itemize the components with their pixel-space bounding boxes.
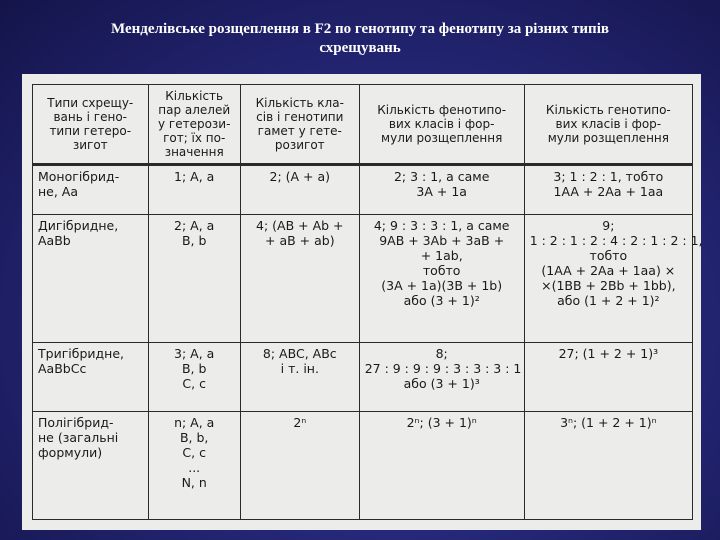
header-line: вих класів і фор- — [388, 117, 495, 131]
cell-line: 4; (AB + Ab + — [256, 218, 344, 234]
cell-line: + 1ab, — [420, 248, 463, 264]
header-line: гамет у гете- — [257, 124, 342, 138]
header-line: Кількість генотипо- — [545, 103, 671, 117]
cell-line: або (1 + 2 + 1)² — [557, 293, 660, 309]
table-body — [33, 165, 703, 520]
cell-line: 1AA + 2Aa + 1aa — [553, 184, 664, 199]
header-cross-type — [33, 85, 149, 165]
cell-line: ×(1BB + 2Bb + 1bb), — [541, 278, 676, 294]
header-line: Типи схрещу- — [47, 96, 134, 110]
header-line: гот; їх по- — [163, 131, 226, 145]
genotype-classes-cell — [524, 165, 692, 215]
cell-line: Тригібридне, — [38, 346, 124, 362]
cell-line: не (загальні — [38, 429, 119, 445]
cell-line: 2; (A + a) — [269, 169, 331, 184]
header-line: значення — [164, 145, 224, 159]
cell-line: тобто — [422, 263, 461, 279]
cell-line: 4; 9 : 3 : 3 : 1, а саме — [373, 218, 510, 234]
cell-line: 8; — [435, 346, 448, 362]
cell-line: формули) — [38, 444, 103, 460]
header-line: сів і генотипи — [256, 110, 344, 124]
phenotype-classes-cell — [359, 343, 524, 412]
table-row — [33, 411, 693, 519]
cell-line: AaBb — [38, 233, 71, 249]
cell-line: 2; A, a — [174, 218, 215, 234]
cell-line: 3ⁿ; (1 + 2 + 1)ⁿ — [560, 414, 657, 430]
cell-line: 3; A, a — [174, 346, 215, 362]
header-line: зигот — [72, 138, 108, 152]
header-phenotype-classes — [359, 85, 524, 165]
cell-line: або (3 + 1)² — [403, 293, 480, 309]
cell-line: тобто — [589, 248, 628, 264]
phenotype-classes-cell — [359, 411, 524, 519]
cell-line: B, b, — [179, 429, 209, 445]
cell-line: 2ⁿ — [293, 414, 307, 430]
allele-pairs-cell — [148, 411, 240, 519]
table-row — [33, 165, 693, 215]
header-line: вих класів і фор- — [555, 117, 662, 131]
cell-line: AaBbCc — [38, 361, 87, 377]
gamete-classes-cell — [240, 411, 359, 519]
cell-line: B, b — [181, 233, 207, 249]
allele-pairs-cell — [148, 343, 240, 412]
table-row — [33, 343, 693, 412]
phenotype-classes-cell — [359, 165, 524, 215]
cross-type-cell — [33, 165, 149, 215]
slide-title — [20, 20, 700, 58]
allele-pairs-cell — [148, 215, 240, 343]
table-row — [33, 215, 693, 343]
header-line: мули розщеплення — [381, 131, 503, 145]
header-line: пар алелей — [158, 103, 231, 117]
cross-type-cell — [33, 411, 149, 519]
gamete-classes-cell — [240, 343, 359, 412]
genotype-classes-cell — [524, 343, 692, 412]
genotype-classes-cell — [524, 411, 692, 519]
cell-line: 9; — [602, 218, 615, 234]
cell-line: 3; 1 : 2 : 1, тобто — [553, 169, 664, 184]
header-line: Кількість кла- — [255, 96, 344, 110]
cross-type-cell — [33, 215, 149, 343]
cell-line: (1AA + 2Aa + 1aa) × — [541, 263, 676, 279]
title-line-2: схрещувань — [319, 40, 401, 56]
header-line: мули розщеплення — [547, 131, 669, 145]
title-line-1: Менделівське розщеплення в F2 по генотипу та фенотипу за різних типів — [111, 21, 609, 37]
header-line: Кількість — [165, 89, 224, 103]
header-gamete-classes — [240, 85, 359, 165]
cell-line: 3A + 1a — [416, 184, 467, 199]
gamete-classes-cell — [240, 165, 359, 215]
phenotype-classes-cell — [359, 215, 524, 343]
cell-line: 27 : 9 : 9 : 9 : 3 : 3 : 3 : 1 — [364, 361, 522, 377]
cell-line: 8; ABC, ABc — [262, 346, 337, 362]
cell-line: Дигібридне, — [38, 218, 119, 234]
cell-line: C, c — [182, 444, 206, 460]
gamete-classes-cell — [240, 215, 359, 343]
genotype-classes-cell — [524, 215, 703, 343]
cell-line: (3A + 1a)(3B + 1b) — [381, 278, 503, 294]
cell-line: 2; 3 : 1, а саме — [393, 169, 490, 184]
header-line: розигот — [274, 138, 325, 152]
cell-line: 2ⁿ; (3 + 1)ⁿ — [406, 414, 477, 430]
cell-line: N, n — [181, 474, 207, 490]
cell-line: або (3 + 1)³ — [403, 376, 480, 392]
cell-line: 9AB + 3Ab + 3aB + — [379, 233, 505, 249]
mendel-table — [32, 84, 703, 520]
cell-line: 1; A, a — [174, 169, 215, 184]
cell-line: Полігібрид- — [38, 414, 114, 430]
cell-line: Моногібрид- — [38, 169, 120, 184]
header-line: типи гетеро- — [49, 124, 132, 138]
header-line: у гетерози- — [157, 117, 231, 131]
cell-line: 1 : 2 : 1 : 2 : 4 : 2 : 1 : 2 : 1, — [529, 233, 703, 249]
cell-line: і т. ін. — [280, 361, 319, 377]
header-allele-pairs — [148, 85, 240, 165]
cell-line: + aB + ab) — [265, 233, 335, 249]
cell-line: C, c — [182, 376, 206, 392]
cell-line: ... — [188, 459, 201, 475]
cross-type-cell — [33, 343, 149, 412]
cell-line: n; A, a — [174, 414, 215, 430]
cell-line: 27; (1 + 2 + 1)³ — [558, 346, 659, 362]
table-scan — [22, 74, 701, 530]
header-line: Кількість фенотипо- — [377, 103, 507, 117]
header-row — [33, 85, 693, 165]
header-genotype-classes — [524, 85, 692, 165]
cell-line: не, Aa — [38, 184, 79, 199]
allele-pairs-cell — [148, 165, 240, 215]
header-line: вань і гено- — [53, 110, 127, 124]
cell-line: B, b — [181, 361, 207, 377]
